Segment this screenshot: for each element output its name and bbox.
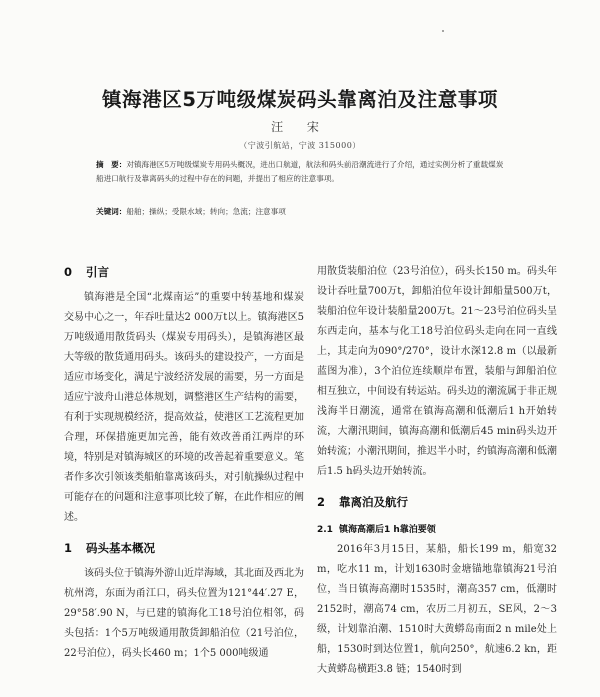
keywords-text: 船舶；操纵；受限水域；转向；急流；注意事项 xyxy=(126,207,286,216)
section-heading-berthing xyxy=(317,492,557,512)
keywords xyxy=(96,205,506,219)
section-heading-wharf-overview xyxy=(64,538,304,558)
right-column xyxy=(317,262,557,680)
subsection-heading xyxy=(317,520,557,540)
subsection-number: 2.1 xyxy=(317,525,333,535)
affiliation: （宁波引航站，宁波 315000） xyxy=(239,141,361,150)
abstract xyxy=(96,158,506,186)
subsection-title: 镇海高潮后1 h靠泊要领 xyxy=(339,525,436,535)
section-number: 2 xyxy=(317,495,326,509)
section-number: 1 xyxy=(64,541,73,555)
abstract-label: 摘 要： xyxy=(96,160,127,169)
abstract-text: 对镇海港区5万吨级煤炭专用码头概况，进出口航道，航法和码头前沿潮流进行了介绍，通过实例分析了重载煤炭船进口航行及靠离码头的过程中存在的问题，并提出了相应的注意事项。 xyxy=(96,160,504,183)
section-number: 0 xyxy=(64,265,73,279)
section-title: 码头基本概况 xyxy=(86,541,155,555)
keywords-label: 关键词： xyxy=(96,207,127,216)
paragraph: 镇海港是全国“北煤南运”的重要中转基地和煤炭交易中心之一，年吞吐量达2 000万t以上。镇海港区5万吨级通用散货码头（煤炭专用码头），是镇海港区最大等级的散货通用码头。该码头的建设投产，一方面是适应市场变化，满足宁波经济发展的需要，另一方面是适应宁波舟山港总体规划，调整港区生产结构的需要，有利于实现规模经济，提高效益，使港区工艺流程更加合理，环保措施更加完善，能有效改善甬江两岸的环境，特别是对镇海城区的环境的改善起着重要意义。笔者作多次引领该类船舶靠离该码头，对引航操纵过程中可能存在的问题和注意事项比较了解，在此作相应的阐述。 xyxy=(64,292,304,523)
section-title: 靠离泊及航行 xyxy=(339,495,408,509)
paragraph: 2016年3月15日，某船，船长199 m，船宽32 m，吃水11 m，计划1630时金塘锚地靠镇海21号泊位，当日镇海高潮时1535时，潮高357 cm，低潮时2152时，潮高74 cm，农历二月初五，SE风，2～3级，计划靠泊潮、1510时大黄蟒岛南面2 n mile处上船，1530时到达位置1，航向250°，航速6.2 kn，距大黄蟒岛横距3.8 链；1540时到 xyxy=(317,544,557,675)
paragraph: 用散货装船泊位（23号泊位），码头长150 m。码头年设计吞吐量700万t，卸船泊位年设计卸船量500万t，装船泊位年设计装船量200万t。21～23号泊位码头呈东西走向，基本与化工18号泊位码头走向在同一直线上，其走向为090°/270°，设计水深12.8 m（以最新蓝图为准），3个泊位连续顺岸布置，装船与卸船泊位相互独立，中间设有转运站。码头边的潮流属于非正规浅海半日潮流，通常在镇海高潮和低潮后1 h开始转流，大潮汛期间，镇海高潮和低潮后45 min码头边开始转流；小潮汛期间，推迟半小时，约镇海高潮和低潮后1.5 h码头边开始转流。 xyxy=(317,266,557,477)
section-heading-introduction xyxy=(64,262,304,282)
scan-speck xyxy=(442,30,444,32)
section-title: 引言 xyxy=(86,265,109,279)
paragraph: 该码头位于镇海外游山近岸海域，其北面及西北为杭州湾，东面为甬江口，码头位置为121°44′.27 E，29°58′.90 N，与已建的镇海化工18号泊位相邻，码头包括：1个5万吨级通用散货卸船泊位（21号泊位，22号泊位），码头长460 m；1个5 000吨级通 xyxy=(64,568,304,659)
paper-title: 镇海港区5万吨级煤炭码头靠离泊及注意事项 xyxy=(101,88,499,111)
author-name: 汪 宋 xyxy=(271,120,329,134)
left-column xyxy=(64,262,304,664)
